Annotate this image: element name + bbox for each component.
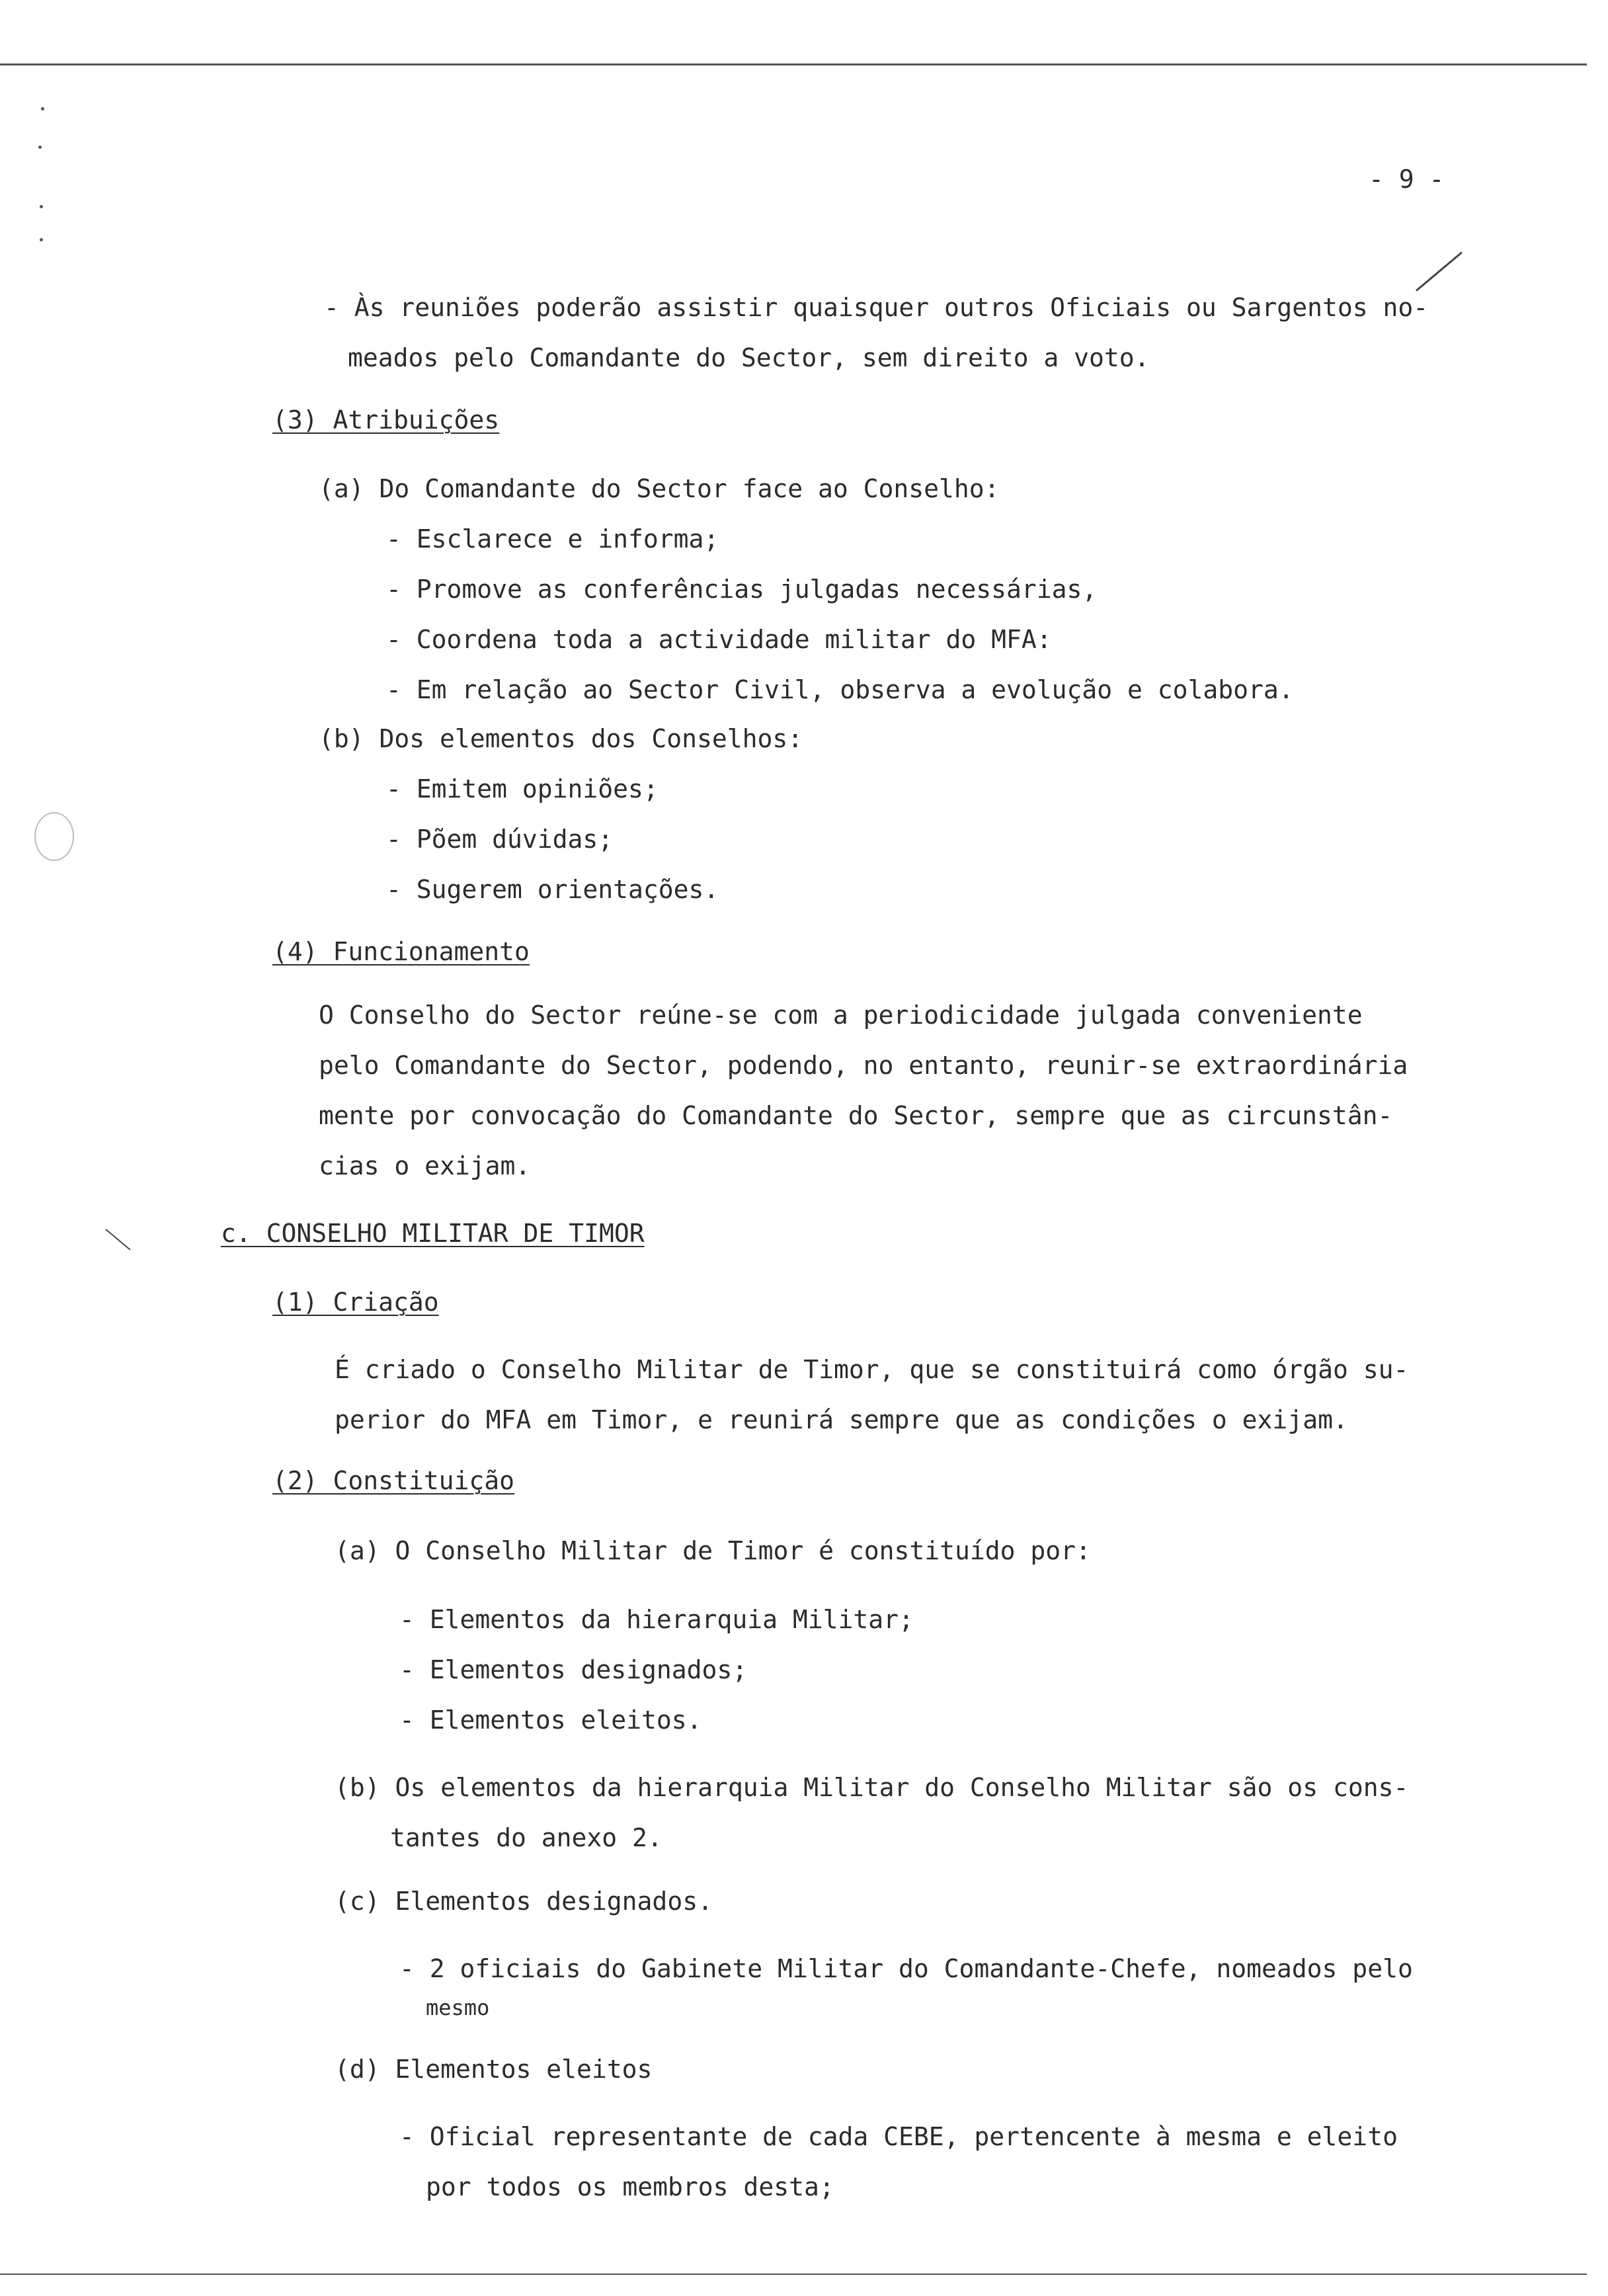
text-line: (b) Os elementos da hierarquia Militar do Conselho Militar são os cons-: [335, 1773, 1409, 1802]
list-item: - Põem dúvidas;: [386, 825, 614, 854]
text-line: (a) Do Comandante do Sector face ao Conselho:: [319, 474, 1000, 503]
margin-speck: [38, 145, 42, 149]
list-item: - Sugerem orientações.: [386, 875, 719, 904]
list-item: - Emitem opiniões;: [386, 774, 659, 803]
list-item: - Em relação ao Sector Civil, observa a evolução e colabora.: [386, 675, 1294, 704]
text-line: (a) O Conselho Militar de Timor é constituído por:: [335, 1536, 1091, 1565]
list-item: - Coordena toda a actividade militar do MFA:: [386, 625, 1052, 654]
text-line: perior do MFA em Timor, e reunirá sempre que as condições o exijam.: [335, 1405, 1348, 1434]
text-line: (d) Elementos eleitos: [335, 2055, 653, 2084]
text-line: O Conselho do Sector reúne-se com a periodicidade julgada conveniente: [319, 1001, 1363, 1030]
text-line: (b) Dos elementos dos Conselhos:: [319, 724, 803, 753]
text-line: meados pelo Comandante do Sector, sem direito a voto.: [348, 343, 1150, 372]
section-heading: (4) Funcionamento: [272, 937, 530, 966]
pen-stroke-mark: [1416, 252, 1463, 292]
section-heading: (1) Criação: [272, 1288, 439, 1317]
list-item: - Elementos eleitos.: [399, 1705, 702, 1735]
list-item: - Promove as conferências julgadas necessárias,: [386, 575, 1098, 604]
chapter-heading: c. CONSELHO MILITAR DE TIMOR: [221, 1219, 645, 1248]
margin-speck: [41, 107, 44, 110]
bottom-scan-rule: [0, 2274, 1587, 2275]
text-line: - Às reuniões poderão assistir quaisquer outros Oficiais ou Sargentos no-: [324, 293, 1429, 322]
margin-speck: [40, 205, 43, 208]
top-scan-rule: [0, 63, 1587, 65]
list-item: por todos os membros desta;: [426, 2172, 834, 2201]
list-item: - 2 oficiais do Gabinete Militar do Comandante-Chefe, nomeados pelo: [399, 1954, 1413, 1983]
text-line: cias o exijam.: [319, 1151, 531, 1180]
text-line: pelo Comandante do Sector, podendo, no entanto, reunir-se extraordinária: [319, 1051, 1408, 1080]
text-line: (c) Elementos designados.: [335, 1887, 713, 1916]
list-item: - Oficial representante de cada CEBE, pertencente à mesma e eleito: [399, 2122, 1398, 2151]
text-line: tantes do anexo 2.: [390, 1823, 663, 1852]
list-item: mesmo: [426, 1995, 490, 2020]
list-item: - Elementos designados;: [399, 1655, 748, 1684]
section-heading: (3) Atribuições: [272, 405, 500, 434]
section-heading: (2) Constituição: [272, 1466, 515, 1495]
margin-speck: [40, 238, 43, 241]
punch-hole-mark: [34, 812, 74, 861]
text-line: mente por convocação do Comandante do Sector, sempre que as circunstân-: [319, 1101, 1393, 1130]
list-item: - Elementos da hierarquia Militar;: [399, 1605, 914, 1634]
margin-tick-mark: [105, 1229, 130, 1250]
page-number: - 9 -: [1369, 165, 1445, 194]
list-item: - Esclarece e informa;: [386, 524, 719, 554]
text-line: É criado o Conselho Militar de Timor, que se constituirá como órgão su-: [335, 1355, 1409, 1384]
